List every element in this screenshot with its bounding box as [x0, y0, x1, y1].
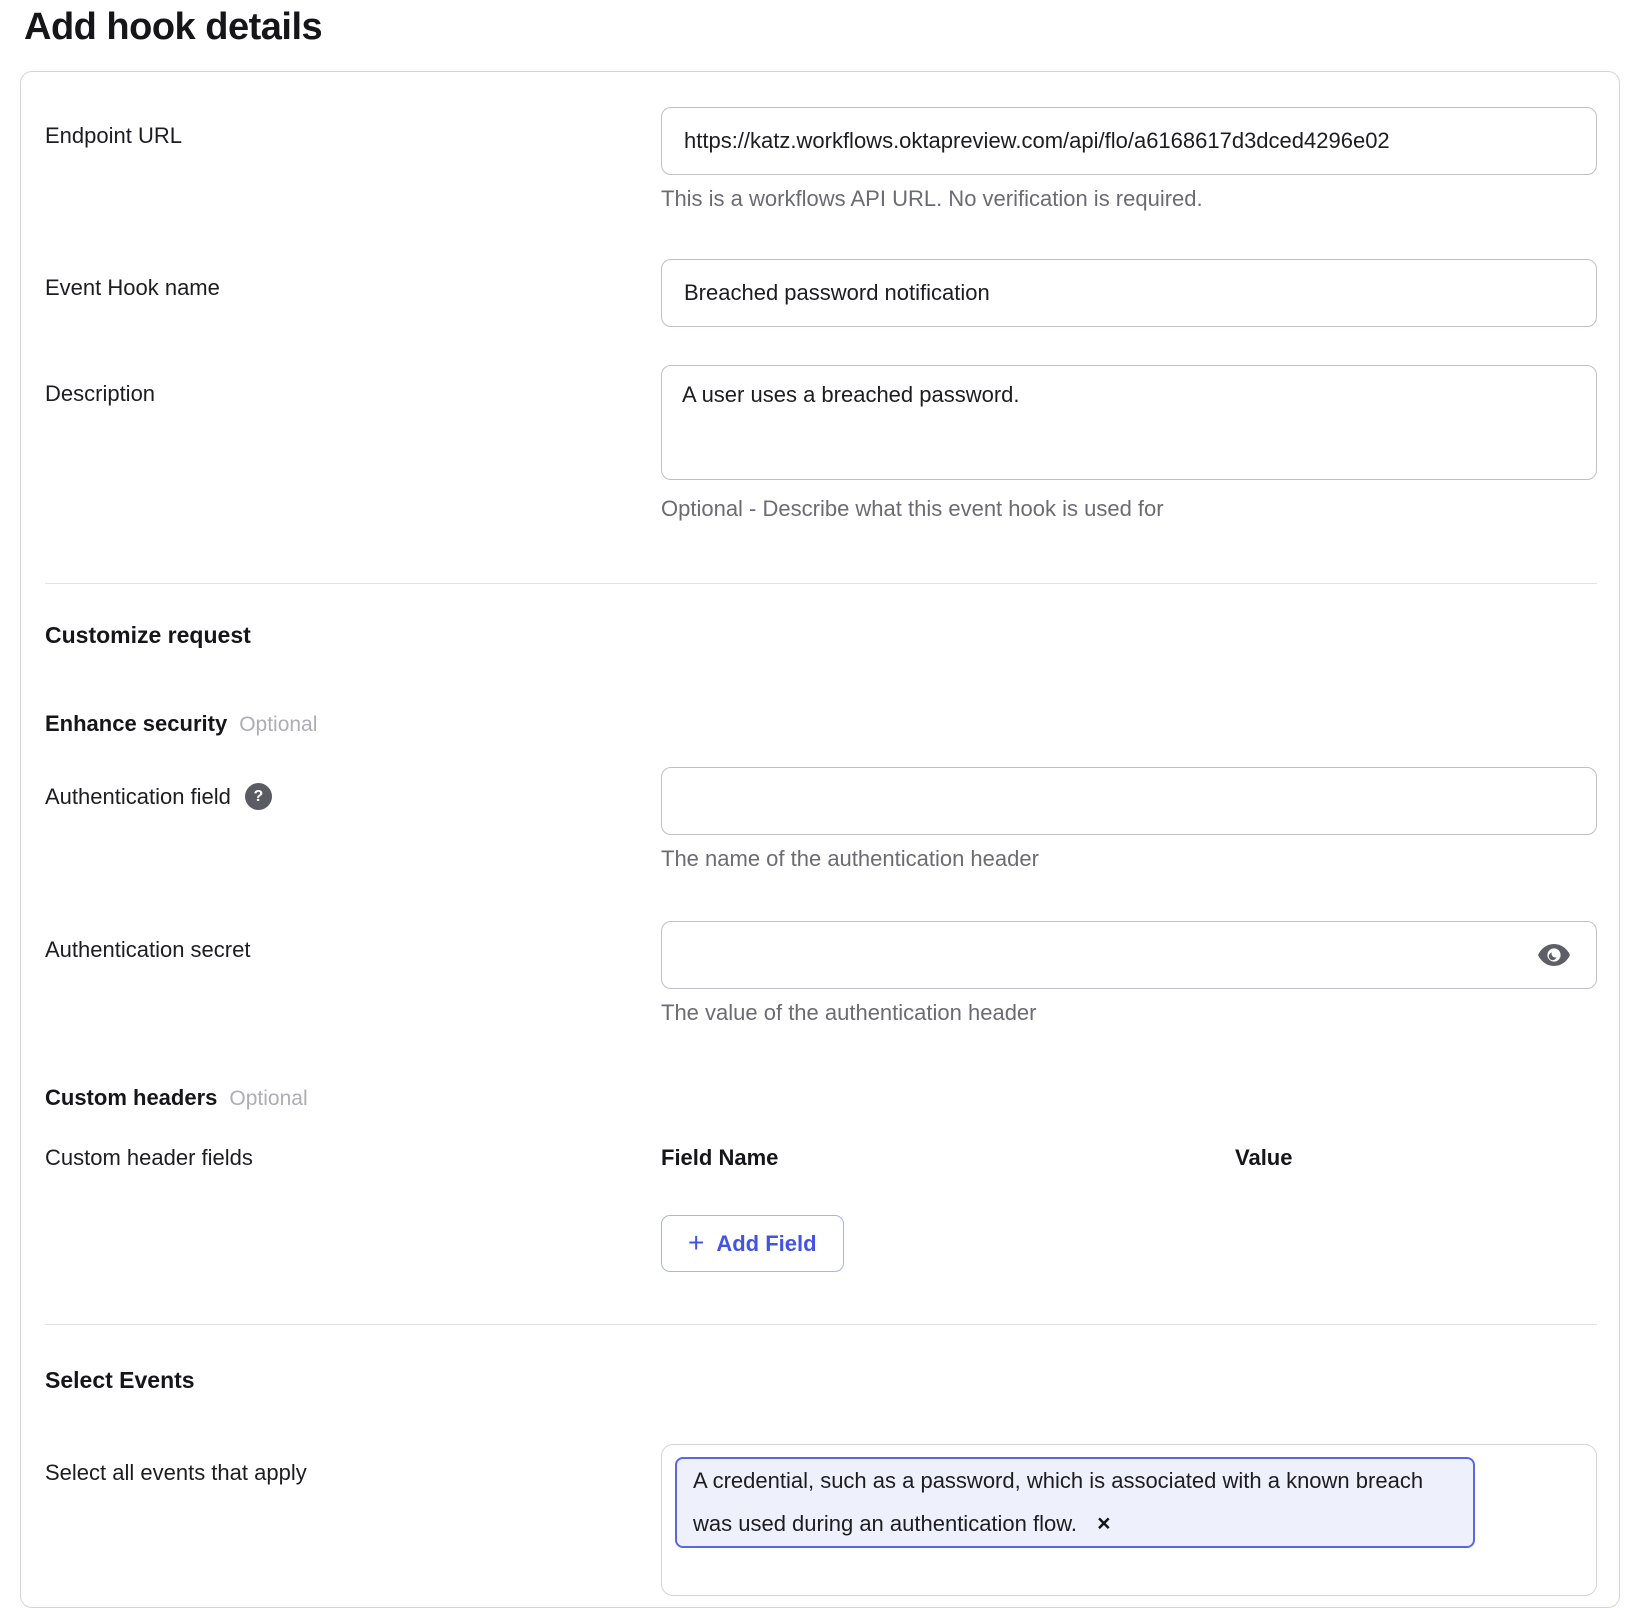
authentication-secret-label: [45, 921, 661, 963]
endpoint-url-field-wrap: [661, 107, 1597, 213]
authentication-secret-helper: The value of the authentication header: [661, 1000, 1037, 1025]
customize-request-heading: Customize request: [45, 622, 251, 648]
custom-headers-heading-text: Custom headers: [45, 1085, 218, 1110]
authentication-secret-input[interactable]: [661, 921, 1597, 989]
event-hook-name-input[interactable]: [661, 259, 1597, 327]
description-field-wrap: [661, 365, 1597, 523]
authentication-field-helper: The name of the authentication header: [661, 846, 1039, 871]
eye-icon: [1537, 944, 1571, 966]
select-events-row: [45, 1444, 1597, 1596]
column-header-value: Value: [1235, 1145, 1293, 1170]
column-header-field-name: Field Name: [661, 1145, 779, 1170]
authentication-field-label: [45, 767, 661, 810]
authentication-secret-wrap: [661, 921, 1597, 1027]
event-hook-name-label-text: Event Hook name: [45, 275, 220, 300]
description-textarea[interactable]: [661, 365, 1597, 480]
section-divider: [45, 1324, 1597, 1325]
add-field-button[interactable]: [661, 1215, 844, 1272]
page-title: Add hook details: [24, 6, 323, 48]
authentication-field-input[interactable]: [661, 767, 1597, 835]
selected-event-tag: [675, 1457, 1475, 1548]
plus-icon: +: [688, 1226, 705, 1258]
authentication-secret-label-text: Authentication secret: [45, 937, 251, 962]
description-helper: Optional - Describe what this event hook is used for: [661, 496, 1164, 521]
description-label: [45, 365, 661, 407]
custom-header-fields-row: [45, 1129, 1597, 1272]
endpoint-url-label: [45, 107, 661, 149]
description-row: [45, 365, 1597, 523]
select-events-label: [45, 1444, 661, 1486]
custom-header-columns: [661, 1129, 1597, 1171]
authentication-secret-row: [45, 921, 1597, 1027]
add-hook-details-panel: [20, 71, 1620, 1608]
description-label-text: Description: [45, 381, 156, 406]
event-hook-name-field-wrap: [661, 259, 1597, 327]
show-secret-button[interactable]: [1533, 940, 1575, 970]
event-hook-name-row: [45, 259, 1597, 327]
custom-header-fields-wrap: [661, 1129, 1597, 1272]
add-field-button-label: Add Field: [716, 1230, 817, 1256]
event-hook-name-label: [45, 259, 661, 301]
authentication-secret-input-wrap: [661, 921, 1597, 989]
help-icon[interactable]: ?: [245, 783, 272, 810]
select-events-label-text: Select all events that apply: [45, 1460, 307, 1485]
authentication-field-row: [45, 767, 1597, 873]
custom-headers-optional-label: Optional: [229, 1087, 308, 1110]
endpoint-url-row: [45, 107, 1597, 213]
endpoint-url-input[interactable]: [661, 107, 1597, 175]
authentication-field-wrap: [661, 767, 1597, 873]
endpoint-url-helper: This is a workflows API URL. No verification is required.: [661, 186, 1203, 211]
custom-headers-heading: [45, 1085, 1597, 1111]
section-divider: [45, 583, 1597, 584]
authentication-field-label-text: Authentication field: [45, 783, 231, 809]
select-events-heading: Select Events: [45, 1367, 195, 1393]
enhance-security-optional-label: Optional: [239, 713, 318, 736]
enhance-security-heading-text: Enhance security: [45, 711, 228, 736]
enhance-security-heading: [45, 711, 1597, 737]
selected-event-tag-text: A credential, such as a password, which is associated with a known breach was used during an authentication flow.: [693, 1468, 1424, 1536]
custom-header-fields-label: [45, 1129, 661, 1171]
remove-tag-icon[interactable]: ×: [1097, 1510, 1111, 1536]
endpoint-url-label-text: Endpoint URL: [45, 123, 182, 148]
custom-header-fields-label-text: Custom header fields: [45, 1145, 253, 1170]
events-multiselect[interactable]: [661, 1444, 1597, 1596]
